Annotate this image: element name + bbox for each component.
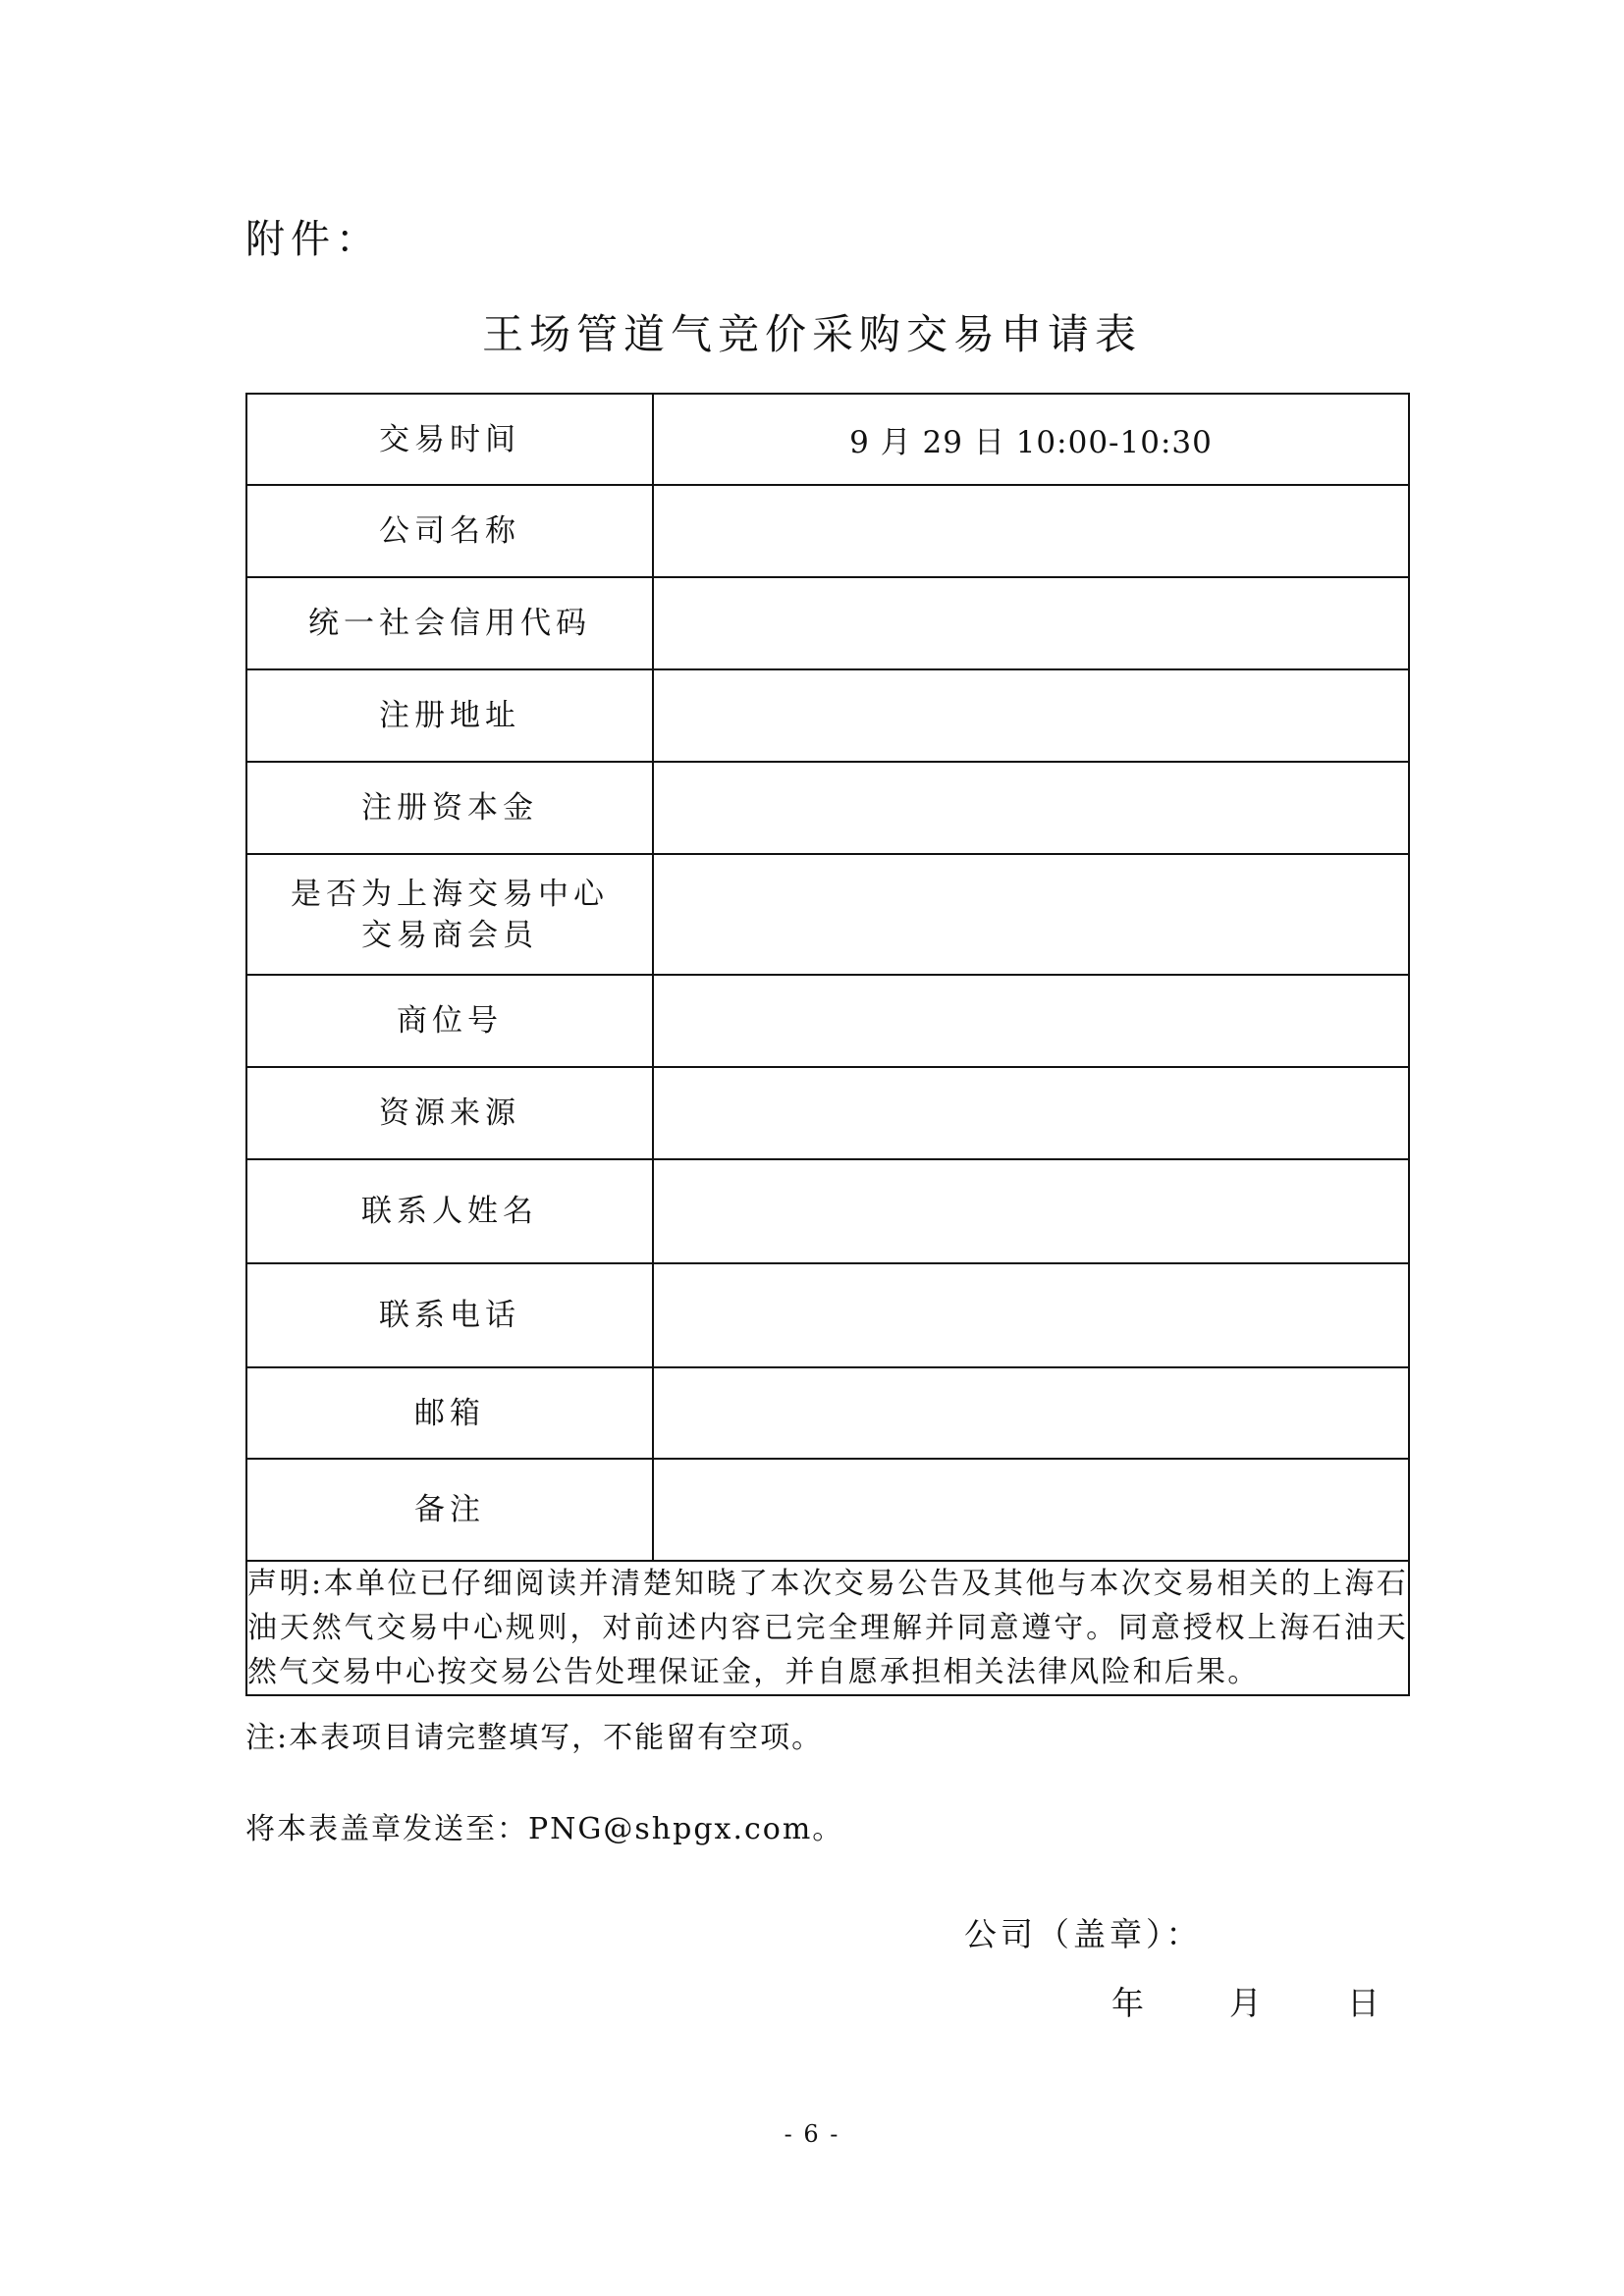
form-row-declaration	[246, 1561, 1409, 1695]
seat-number-label: 商位号	[246, 975, 653, 1067]
remarks-label: 备注	[246, 1459, 653, 1561]
attachment-label: 附件：	[245, 217, 381, 262]
contact-name-field[interactable]	[653, 1159, 1409, 1263]
registered-address-label: 注册地址	[246, 669, 653, 762]
member-label-line-2: 交易商会员	[361, 917, 538, 953]
registered-capital-field[interactable]	[653, 762, 1409, 854]
resource-source-label: 资源来源	[246, 1067, 653, 1159]
seat-number-field[interactable]	[653, 975, 1409, 1067]
form-row-remarks	[246, 1459, 1409, 1561]
form-row-registered-capital	[246, 762, 1409, 854]
email-label: 邮箱	[246, 1367, 653, 1459]
page-number: - 6 -	[784, 2120, 840, 2148]
member-label	[246, 854, 653, 975]
registered-capital-label: 注册资本金	[246, 762, 653, 854]
contact-phone-field[interactable]	[653, 1263, 1409, 1367]
form-row-contact-name	[246, 1159, 1409, 1263]
member-label-line-1: 是否为上海交易中心	[291, 876, 609, 912]
declaration-text: 声明:本单位已仔细阅读并清楚知晓了本次交易公告及其他与本次交易相关的上海石油天然气交易中心规则，对前述内容已完全理解并同意遵守。同意授权上海石油天然气交易中心按交易公告处理保证金，并自愿承担相关法律风险和后果。	[246, 1561, 1409, 1695]
date-day-label: 日	[1347, 1984, 1380, 2022]
date-month-label: 月	[1229, 1984, 1262, 2022]
send-to-instruction: 将本表盖章发送至：PNG@shpgx.com。	[245, 1812, 844, 1846]
date-year-label: 年	[1111, 1984, 1144, 2022]
registered-address-field[interactable]	[653, 669, 1409, 762]
form-title: 王场管道气竞价采购交易申请表	[481, 310, 1142, 358]
form-row-trade-time	[246, 394, 1409, 485]
application-form-table	[245, 393, 1410, 1696]
remarks-field[interactable]	[653, 1459, 1409, 1561]
member-field[interactable]	[653, 854, 1409, 975]
form-row-member	[246, 854, 1409, 975]
credit-code-field[interactable]	[653, 577, 1409, 669]
contact-name-label: 联系人姓名	[246, 1159, 653, 1263]
company-name-field[interactable]	[653, 485, 1409, 577]
form-row-contact-phone	[246, 1263, 1409, 1367]
company-seal-label: 公司（盖章）：	[964, 1915, 1203, 1953]
form-row-registered-address	[246, 669, 1409, 762]
company-name-label: 公司名称	[246, 485, 653, 577]
form-row-seat-number	[246, 975, 1409, 1067]
contact-phone-label: 联系电话	[246, 1263, 653, 1367]
trade-time-label: 交易时间	[246, 394, 653, 485]
resource-source-field[interactable]	[653, 1067, 1409, 1159]
email-field[interactable]	[653, 1367, 1409, 1459]
trade-time-value[interactable]: 9 月 29 日 10:00-10:30	[653, 394, 1409, 485]
credit-code-label: 统一社会信用代码	[246, 577, 653, 669]
form-row-resource-source	[246, 1067, 1409, 1159]
form-row-credit-code	[246, 577, 1409, 669]
fill-note: 注:本表项目请完整填写，不能留有空项。	[245, 1721, 824, 1755]
form-row-email	[246, 1367, 1409, 1459]
form-row-company-name	[246, 485, 1409, 577]
